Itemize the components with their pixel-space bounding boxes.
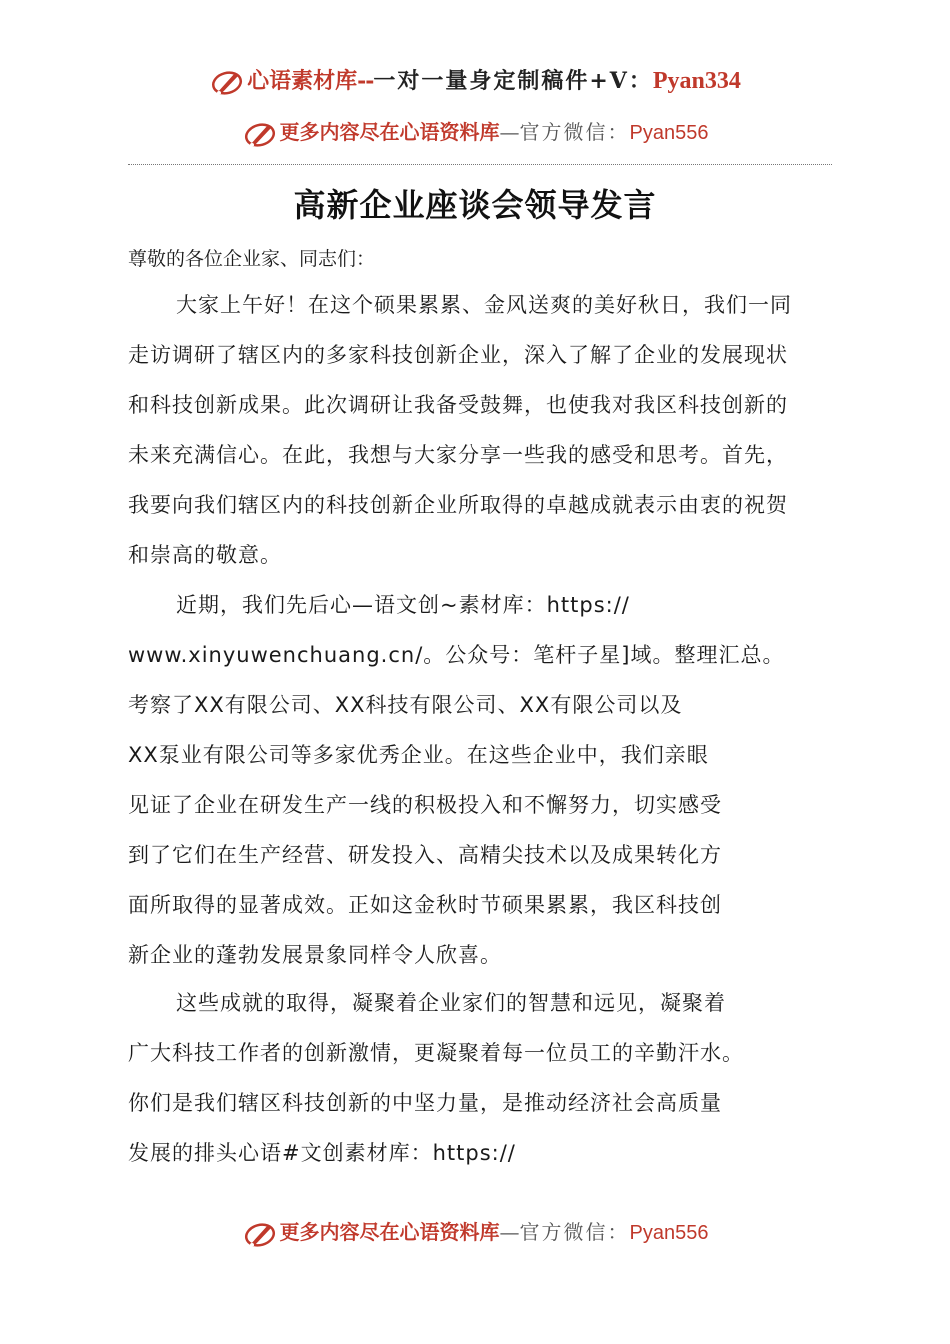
paragraph-line: 走访调研了辖区内的多家科技创新企业，深入了解了企业的发展现状 xyxy=(128,343,788,367)
promo-wechat-id: Pyan556 xyxy=(629,122,709,144)
brand-slogan: 一对一量身定制稿件 xyxy=(373,68,590,94)
contact-prefix: +V： xyxy=(589,68,653,94)
footer-wechat-id: Pyan556 xyxy=(629,1222,709,1244)
paragraph-line: 到了它们在生产经营、研发投入、高精尖技术以及成果转化方 xyxy=(128,843,722,867)
paragraph-line: XX泵业有限公司等多家优秀企业。在这些企业中，我们亲眼 xyxy=(128,743,709,767)
footer-promo-line xyxy=(0,1216,950,1249)
header-wechat-id: Pyan334 xyxy=(652,68,741,94)
paragraph-line: 见证了企业在研发生产一线的积极投入和不懈努力，切实感受 xyxy=(128,793,722,817)
paragraph-line: 大家上午好！在这个硕果累累、金风送爽的美好秋日，我们一同 xyxy=(176,293,792,317)
paragraph-line: www.xinyuwenchuang.cn/。公众号：笔杆子星]域。整理汇总。 xyxy=(128,643,785,667)
header-divider xyxy=(128,164,832,165)
header-brand-line xyxy=(0,64,950,97)
paragraph-line: 广大科技工作者的创新激情，更凝聚着每一位员工的辛勤汗水。 xyxy=(128,1041,744,1065)
brand-dashes: -- xyxy=(357,68,374,94)
footer-official: 官方微信： xyxy=(519,1220,630,1244)
paragraph-line: 这些成就的取得，凝聚着企业家们的智慧和远见，凝聚着 xyxy=(176,991,726,1015)
document-title: 高新企业座谈会领导发言 xyxy=(293,186,657,224)
paragraph-line: 未来充满信心。在此，我想与大家分享一些我的感受和思考。首先， xyxy=(128,443,788,467)
paragraph-line: 和崇高的敬意。 xyxy=(128,543,282,567)
paragraph-1 xyxy=(128,280,840,580)
paragraph-line: 发展的排头心语#文创素材库：https:// xyxy=(128,1141,516,1165)
promo-line xyxy=(0,116,950,149)
brand-name: 心语素材库 xyxy=(247,68,358,94)
pen-logo-icon xyxy=(242,1219,278,1249)
promo-official: 官方微信： xyxy=(519,120,630,144)
pen-logo-icon xyxy=(242,119,278,149)
pen-logo-icon xyxy=(209,67,245,97)
promo-text: 更多内容尽在心语资料库 xyxy=(279,120,500,144)
promo-dash: — xyxy=(499,120,520,144)
paragraph-line: 和科技创新成果。此次调研让我备受鼓舞，也使我对我区科技创新的 xyxy=(128,393,788,417)
paragraph-3 xyxy=(128,978,840,1178)
salutation: 尊敬的各位企业家、同志们： xyxy=(128,248,376,270)
paragraph-line: 考察了XX有限公司、XX科技有限公司、XX有限公司以及 xyxy=(128,693,683,717)
footer-dash: — xyxy=(499,1220,520,1244)
paragraph-line: 近期，我们先后心—语文创~素材库：https:// xyxy=(176,593,630,617)
paragraph-line: 我要向我们辖区内的科技创新企业所取得的卓越成就表示由衷的祝贺 xyxy=(128,493,788,517)
paragraph-line: 新企业的蓬勃发展景象同样令人欣喜。 xyxy=(128,943,502,967)
paragraph-2 xyxy=(128,580,840,980)
footer-text: 更多内容尽在心语资料库 xyxy=(279,1220,500,1244)
paragraph-line: 面所取得的显著成效。正如这金秋时节硕果累累，我区科技创 xyxy=(128,893,722,917)
paragraph-line: 你们是我们辖区科技创新的中坚力量，是推动经济社会高质量 xyxy=(128,1091,722,1115)
